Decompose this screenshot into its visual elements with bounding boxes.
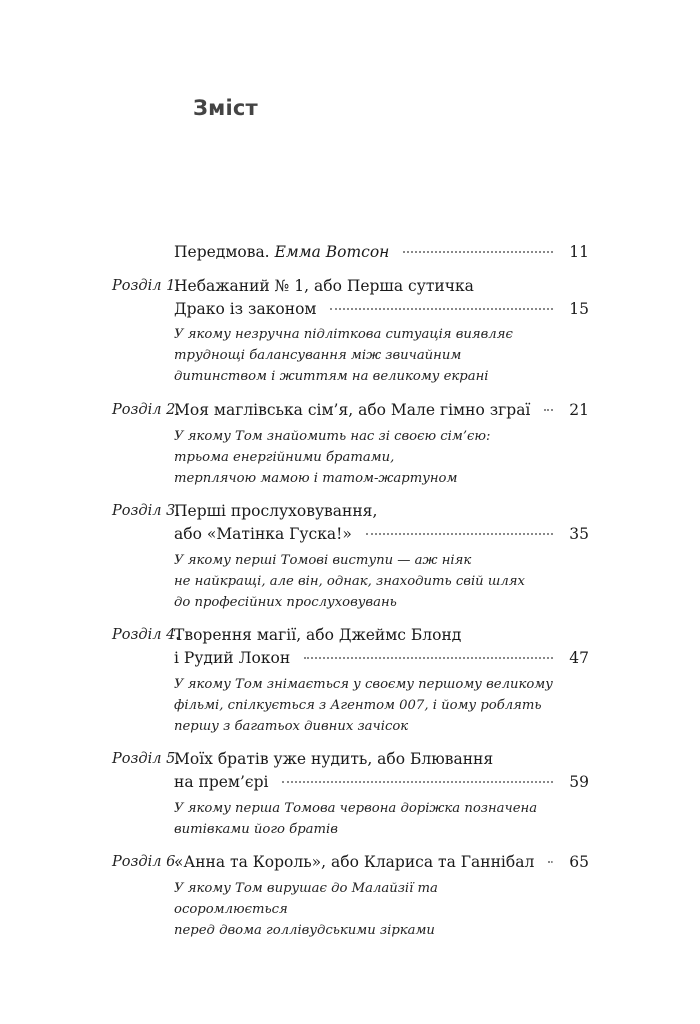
- toc-leader-line: [174, 399, 589, 422]
- description-line: труднощі балансування між звичайним: [174, 348, 462, 363]
- chapter-label: Розділ 6.: [112, 854, 180, 870]
- chapter-label: Розділ 4.: [112, 627, 180, 643]
- toc-leader-line: [174, 647, 589, 670]
- page-number: 15: [569, 300, 589, 318]
- chapter-title-line2: або «Матінка Гуска!»: [174, 525, 352, 543]
- chapter-label: Розділ 1.: [112, 278, 180, 294]
- description-line: У якому перші Томові виступи — аж ніяк: [174, 553, 472, 568]
- description-line: терплячою мамою і татом-жартуном: [174, 471, 458, 486]
- page-number: 11: [569, 243, 589, 261]
- chapter-description: [174, 550, 554, 613]
- description-line: першу з багатьох дивних зачісок: [174, 719, 409, 734]
- description-line: У якому Том знімається у своєму першому великому: [174, 677, 553, 692]
- chapter-title-line2: Драко із законом: [174, 300, 317, 318]
- foreword-author: Емма Вотсон: [274, 243, 390, 261]
- dot-leader: [330, 308, 553, 310]
- page-number: 65: [569, 853, 589, 871]
- chapter-title-line2: на прем’єрі: [174, 773, 269, 791]
- dot-leader: [304, 657, 553, 659]
- dot-leader: [403, 251, 553, 253]
- dot-leader: [548, 861, 553, 863]
- chapter-description: [174, 426, 554, 489]
- description-line: дитинством і життям на великому екрані: [174, 369, 489, 384]
- toc-leader-line: [174, 298, 589, 321]
- dot-leader: [366, 533, 553, 535]
- page-number: 47: [569, 649, 589, 667]
- description-line: не найкращі, але він, однак, знаходить свій шлях: [174, 574, 525, 589]
- entry-title: Передмова. Емма Вотсон: [174, 243, 390, 261]
- toc-leader-line: [174, 241, 589, 264]
- description-line: У якому Том знайомить нас зі своєю сім’єю:: [174, 429, 491, 444]
- chapter-title-line2: і Рудий Локон: [174, 649, 291, 667]
- description-line: до професійних прослуховувань: [174, 595, 397, 610]
- chapter-title-line1: Перші прослуховування,: [174, 502, 378, 520]
- dot-leader: [282, 781, 553, 783]
- description-line: витівками його братів: [174, 822, 338, 837]
- chapter-label: Розділ 2.: [112, 402, 180, 418]
- chapter-label: Розділ 5.: [112, 751, 180, 767]
- chapter-description: [174, 674, 554, 737]
- chapter-description: [174, 324, 554, 387]
- page-title: Зміст: [193, 96, 258, 120]
- chapter-label: Розділ 3.: [112, 503, 180, 519]
- chapter-title: Моя маглівська сім’я, або Мале гімно зграї: [174, 401, 531, 419]
- toc-leader-line: [174, 523, 589, 546]
- description-line: фільмі, спілкується з Агентом 007, і йому роблять: [174, 698, 542, 713]
- description-line: У якому Том вирушає до Малайзії та осоромлюється: [174, 881, 438, 917]
- page-number: 21: [569, 401, 589, 419]
- description-line: перед двома голлівудськими зірками: [174, 923, 435, 938]
- dot-leader: [544, 409, 553, 411]
- description-line: У якому незручна підліткова ситуація виявляє: [174, 327, 513, 342]
- chapter-title-line1: Небажаний № 1, або Перша сутичка: [174, 277, 474, 295]
- chapter-description: [174, 878, 554, 941]
- toc-leader-line: [174, 851, 589, 874]
- page-number: 59: [569, 773, 589, 791]
- page-number: 35: [569, 525, 589, 543]
- toc-leader-line: [174, 771, 589, 794]
- chapter-title-line1: Моїх братів уже нудить, або Блювання: [174, 750, 494, 768]
- description-line: трьома енергійними братами,: [174, 450, 395, 465]
- chapter-title-line1: Творення магії, або Джеймс Блонд: [174, 626, 462, 644]
- description-line: У якому перша Томова червона доріжка позначена: [174, 801, 538, 816]
- chapter-title: «Анна та Король», або Клариса та Ганнібал: [174, 853, 535, 871]
- chapter-description: [174, 798, 554, 840]
